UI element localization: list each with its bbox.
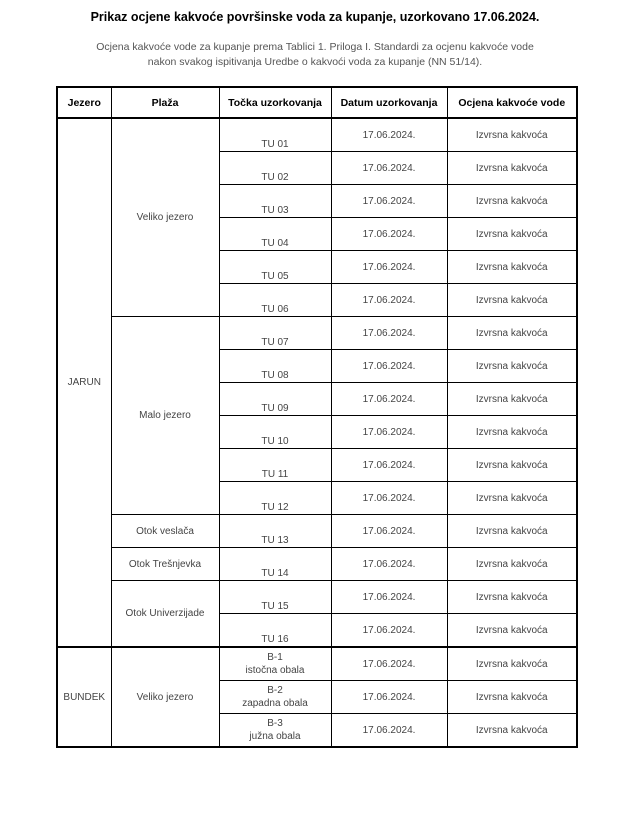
sampling-point-code: TU 03 — [261, 205, 289, 216]
sampling-date: 17.06.2024. — [331, 548, 447, 581]
sampling-date: 17.06.2024. — [331, 614, 447, 648]
sampling-point-code: TU 09 — [261, 403, 289, 414]
sampling-point-desc: istočna obala — [245, 665, 305, 676]
quality-rating: Izvrsna kakvoća — [447, 647, 577, 681]
sampling-point — [219, 251, 331, 284]
sampling-point — [219, 118, 331, 152]
lake-name: BUNDEK — [57, 647, 111, 747]
quality-rating: Izvrsna kakvoća — [447, 350, 577, 383]
quality-rating: Izvrsna kakvoća — [447, 482, 577, 515]
sampling-point — [219, 350, 331, 383]
header-datum: Datum uzorkovanja — [331, 87, 447, 118]
sampling-point-code: TU 12 — [261, 502, 289, 513]
quality-rating: Izvrsna kakvoća — [447, 185, 577, 218]
sampling-point — [219, 614, 331, 648]
beach-name: Otok Trešnjevka — [111, 548, 219, 581]
sampling-date: 17.06.2024. — [331, 251, 447, 284]
sampling-date: 17.06.2024. — [331, 449, 447, 482]
sampling-point — [219, 581, 331, 614]
table-row — [57, 118, 577, 152]
quality-rating: Izvrsna kakvoća — [447, 251, 577, 284]
quality-rating: Izvrsna kakvoća — [447, 714, 577, 748]
sampling-point-code: TU 06 — [261, 304, 289, 315]
sampling-point — [219, 284, 331, 317]
sampling-point — [219, 185, 331, 218]
sampling-point-code: TU 04 — [261, 238, 289, 249]
sampling-date: 17.06.2024. — [331, 118, 447, 152]
sampling-point-code: TU 01 — [261, 139, 289, 150]
sampling-point-code: TU 08 — [261, 370, 289, 381]
sampling-point — [219, 218, 331, 251]
sampling-point-desc: zapadna obala — [242, 698, 308, 709]
sampling-point — [219, 317, 331, 350]
sampling-date: 17.06.2024. — [331, 416, 447, 449]
quality-rating: Izvrsna kakvoća — [447, 284, 577, 317]
sampling-date: 17.06.2024. — [331, 581, 447, 614]
sampling-point-code: TU 14 — [261, 568, 289, 579]
quality-rating: Izvrsna kakvoća — [447, 317, 577, 350]
sampling-point-code: TU 16 — [261, 634, 289, 645]
quality-rating: Izvrsna kakvoća — [447, 152, 577, 185]
lake-name: JARUN — [57, 118, 111, 647]
sampling-date: 17.06.2024. — [331, 317, 447, 350]
beach-name: Otok Univerzijade — [111, 581, 219, 648]
beach-name: Otok veslača — [111, 515, 219, 548]
quality-rating: Izvrsna kakvoća — [447, 383, 577, 416]
sampling-date: 17.06.2024. — [331, 482, 447, 515]
subtitle-line-2: nakon svakog ispitivanja Uredbe o kakvoći voda za kupanje (NN 51/14). — [147, 56, 483, 68]
beach-name: Malo jezero — [111, 317, 219, 515]
sampling-point-code: TU 10 — [261, 436, 289, 447]
sampling-point — [219, 647, 331, 681]
water-quality-table — [56, 86, 578, 748]
header-plaza: Plaža — [111, 87, 219, 118]
sampling-point-code: B-2 — [267, 685, 283, 696]
sampling-date: 17.06.2024. — [331, 152, 447, 185]
sampling-point — [219, 449, 331, 482]
sampling-date: 17.06.2024. — [331, 185, 447, 218]
sampling-date: 17.06.2024. — [331, 681, 447, 714]
sampling-point — [219, 416, 331, 449]
subtitle-line-1: Ocjena kakvoće vode za kupanje prema Tablici 1. Priloga I. Standardi za ocjenu kakvoće vode — [96, 41, 534, 53]
sampling-point-code: TU 07 — [261, 337, 289, 348]
quality-rating: Izvrsna kakvoća — [447, 581, 577, 614]
quality-rating: Izvrsna kakvoća — [447, 449, 577, 482]
header-jezero: Jezero — [57, 87, 111, 118]
sampling-date: 17.06.2024. — [331, 383, 447, 416]
sampling-point-code: TU 05 — [261, 271, 289, 282]
table-row — [57, 317, 577, 350]
sampling-point-code: TU 13 — [261, 535, 289, 546]
sampling-point — [219, 383, 331, 416]
header-ocjena: Ocjena kakvoće vode — [447, 87, 577, 118]
sampling-point — [219, 152, 331, 185]
quality-rating: Izvrsna kakvoća — [447, 548, 577, 581]
sampling-date: 17.06.2024. — [331, 218, 447, 251]
quality-rating: Izvrsna kakvoća — [447, 681, 577, 714]
quality-rating: Izvrsna kakvoća — [447, 118, 577, 152]
sampling-point-code: B-3 — [267, 718, 283, 729]
table-row — [57, 548, 577, 581]
table-row — [57, 515, 577, 548]
sampling-point-code: TU 15 — [261, 601, 289, 612]
sampling-point — [219, 515, 331, 548]
quality-rating: Izvrsna kakvoća — [447, 515, 577, 548]
sampling-date: 17.06.2024. — [331, 714, 447, 748]
sampling-date: 17.06.2024. — [331, 350, 447, 383]
sampling-point — [219, 548, 331, 581]
beach-name: Veliko jezero — [111, 647, 219, 747]
sampling-date: 17.06.2024. — [331, 515, 447, 548]
table-header-row — [57, 87, 577, 118]
lake-group — [57, 647, 577, 747]
page-title: Prikaz ocjene kakvoće površinske voda za kupanje, uzorkovano 17.06.2024. — [90, 10, 540, 24]
quality-rating: Izvrsna kakvoća — [447, 416, 577, 449]
sampling-point-code: TU 02 — [261, 172, 289, 183]
subtitle — [60, 40, 570, 70]
sampling-point — [219, 681, 331, 714]
lake-group — [57, 118, 577, 647]
sampling-date: 17.06.2024. — [331, 647, 447, 681]
beach-name: Veliko jezero — [111, 118, 219, 317]
sampling-point-code: TU 11 — [261, 469, 289, 480]
quality-rating: Izvrsna kakvoća — [447, 218, 577, 251]
header-tocka: Točka uzorkovanja — [219, 87, 331, 118]
sampling-point-code: B-1 — [267, 652, 283, 663]
table-row — [57, 647, 577, 681]
sampling-point-desc: južna obala — [249, 731, 301, 742]
quality-rating: Izvrsna kakvoća — [447, 614, 577, 648]
sampling-point — [219, 482, 331, 515]
sampling-date: 17.06.2024. — [331, 284, 447, 317]
sampling-point — [219, 714, 331, 748]
table-row — [57, 581, 577, 614]
